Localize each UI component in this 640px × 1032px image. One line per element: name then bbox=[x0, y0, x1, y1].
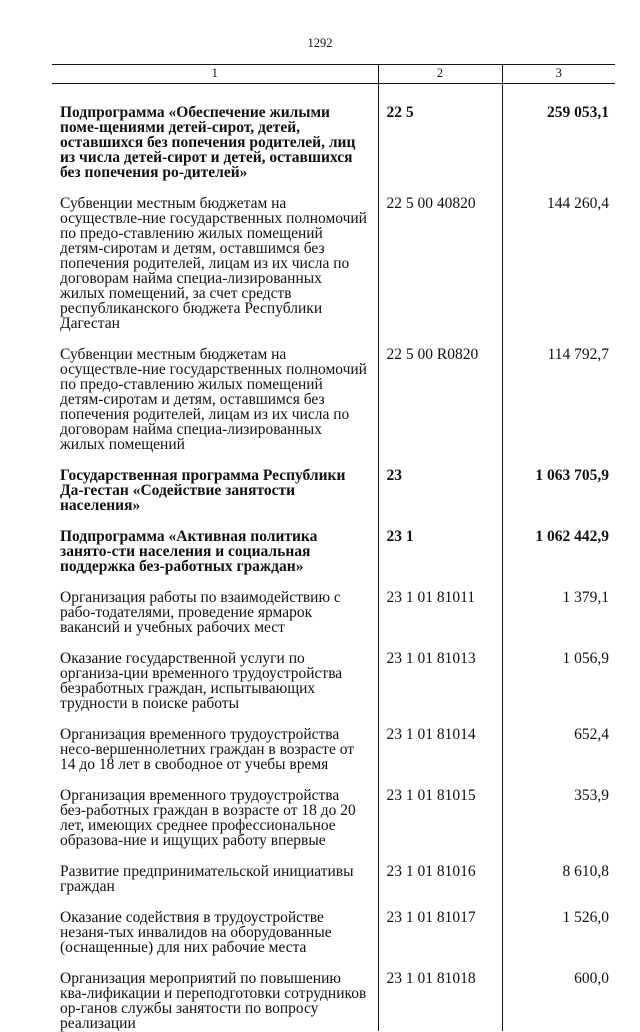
row-amount-cell: 1 062 442,9 bbox=[502, 513, 615, 574]
table-row bbox=[52, 513, 615, 574]
column-header-3: 3 bbox=[502, 65, 615, 84]
row-amount-cell: 144 260,4 bbox=[502, 180, 615, 331]
row-name-cell: Оказание содействия в трудоустройстве незаня-тых инвалидов на оборудованные (оснащенные) для них рабочие места bbox=[60, 909, 332, 956]
row-name-cell: Организация временного трудоустройства несо-вершеннолетних граждан в возрасте от 14 до 18 лет в свободное от учебы время bbox=[60, 726, 355, 773]
row-amount-cell: 1 056,9 bbox=[502, 635, 615, 711]
table-row bbox=[52, 894, 615, 955]
table-row bbox=[52, 180, 615, 331]
row-code-cell: 23 bbox=[378, 452, 502, 513]
row-name-cell: Государственная программа Республики Да-гестан «Содействие занятости населения» bbox=[60, 467, 346, 514]
row-amount-cell: 652,4 bbox=[502, 711, 615, 772]
row-name-cell: Организация работы по взаимодействию с рабо-тодателями, проведение ярмарок вакансий и учебных рабочих мест bbox=[60, 589, 341, 636]
row-amount-cell: 8 610,8 bbox=[502, 848, 615, 894]
row-code-cell: 23 1 01 81011 bbox=[378, 574, 502, 635]
table-body bbox=[52, 84, 615, 1032]
row-name-cell: Организация временного трудоустройства без-работных граждан в возрасте от 18 до 20 лет, имеющих среднее профессиональное образова-ние и ищущих работу впервые bbox=[60, 787, 356, 849]
row-name-cell: Субвенции местным бюджетам на осуществле-ние государственных полномочий по предо-ставлению жилых помещений детям-сиротам и детям, оставшимся без попечения родителей, лицам из их числа по договорам найма специа-лизированных жилых помещений bbox=[60, 346, 367, 453]
column-header-2: 2 bbox=[378, 65, 502, 84]
row-code-cell: 23 1 01 81017 bbox=[378, 894, 502, 955]
row-amount-cell: 114 792,7 bbox=[502, 331, 615, 452]
row-code-cell: 23 1 01 81016 bbox=[378, 848, 502, 894]
budget-table bbox=[52, 64, 615, 1031]
table-row bbox=[52, 848, 615, 894]
table-row bbox=[52, 772, 615, 848]
row-name-cell: Подпрограмма «Активная политика занято-сти населения и социальная поддержка без-работных граждан» bbox=[60, 528, 318, 575]
table-row bbox=[52, 452, 615, 513]
row-amount-cell: 600,0 bbox=[502, 955, 615, 1031]
table-row bbox=[52, 84, 615, 181]
table-row bbox=[52, 331, 615, 452]
row-amount-cell: 1 526,0 bbox=[502, 894, 615, 955]
table-row bbox=[52, 955, 615, 1031]
row-code-cell: 23 1 bbox=[378, 513, 502, 574]
row-name-cell: Развитие предпринимательской инициативы граждан bbox=[60, 863, 354, 895]
row-amount-cell: 1 063 705,9 bbox=[502, 452, 615, 513]
row-amount-cell: 353,9 bbox=[502, 772, 615, 848]
row-code-cell: 22 5 bbox=[378, 84, 502, 181]
row-code-cell: 23 1 01 81015 bbox=[378, 772, 502, 848]
page-number: 1292 bbox=[307, 36, 333, 50]
row-code-cell: 23 1 01 81014 bbox=[378, 711, 502, 772]
row-name-cell: Субвенции местным бюджетам на осуществле-ние государственных полномочий по предо-ставлению жилых помещений детям-сиротам и детям, оставшимся без попечения родителей, лицам из их числа по договорам найма специа-лизированных жилых помещений, за счет средств республиканского бюджета Республики Дагестан bbox=[60, 195, 367, 332]
table-row bbox=[52, 574, 615, 635]
row-code-cell: 23 1 01 81013 bbox=[378, 635, 502, 711]
row-code-cell: 22 5 00 R0820 bbox=[378, 331, 502, 452]
table-row bbox=[52, 711, 615, 772]
row-name-cell: Оказание государственной услуги по организа-ции временного трудоустройства безработных граждан, испытывающих трудности в поиске работы bbox=[60, 650, 343, 712]
row-name-cell: Подпрограмма «Обеспечение жилыми поме-щениями детей-сирот, детей, оставшихся без попечения родителей, лиц из числа детей-сирот и детей, оставшихся без попечения ро-дителей» bbox=[60, 104, 356, 181]
row-amount-cell: 259 053,1 bbox=[502, 84, 615, 181]
row-name-cell: Организация мероприятий по повышению ква-лификации и переподготовки сотрудников ор-ганов службы занятости по вопросу реализации bbox=[60, 970, 367, 1032]
row-code-cell: 23 1 01 81018 bbox=[378, 955, 502, 1031]
table-header-row bbox=[52, 65, 615, 84]
column-header-1: 1 bbox=[52, 65, 378, 84]
row-amount-cell: 1 379,1 bbox=[502, 574, 615, 635]
row-code-cell: 22 5 00 40820 bbox=[378, 180, 502, 331]
table-row bbox=[52, 635, 615, 711]
